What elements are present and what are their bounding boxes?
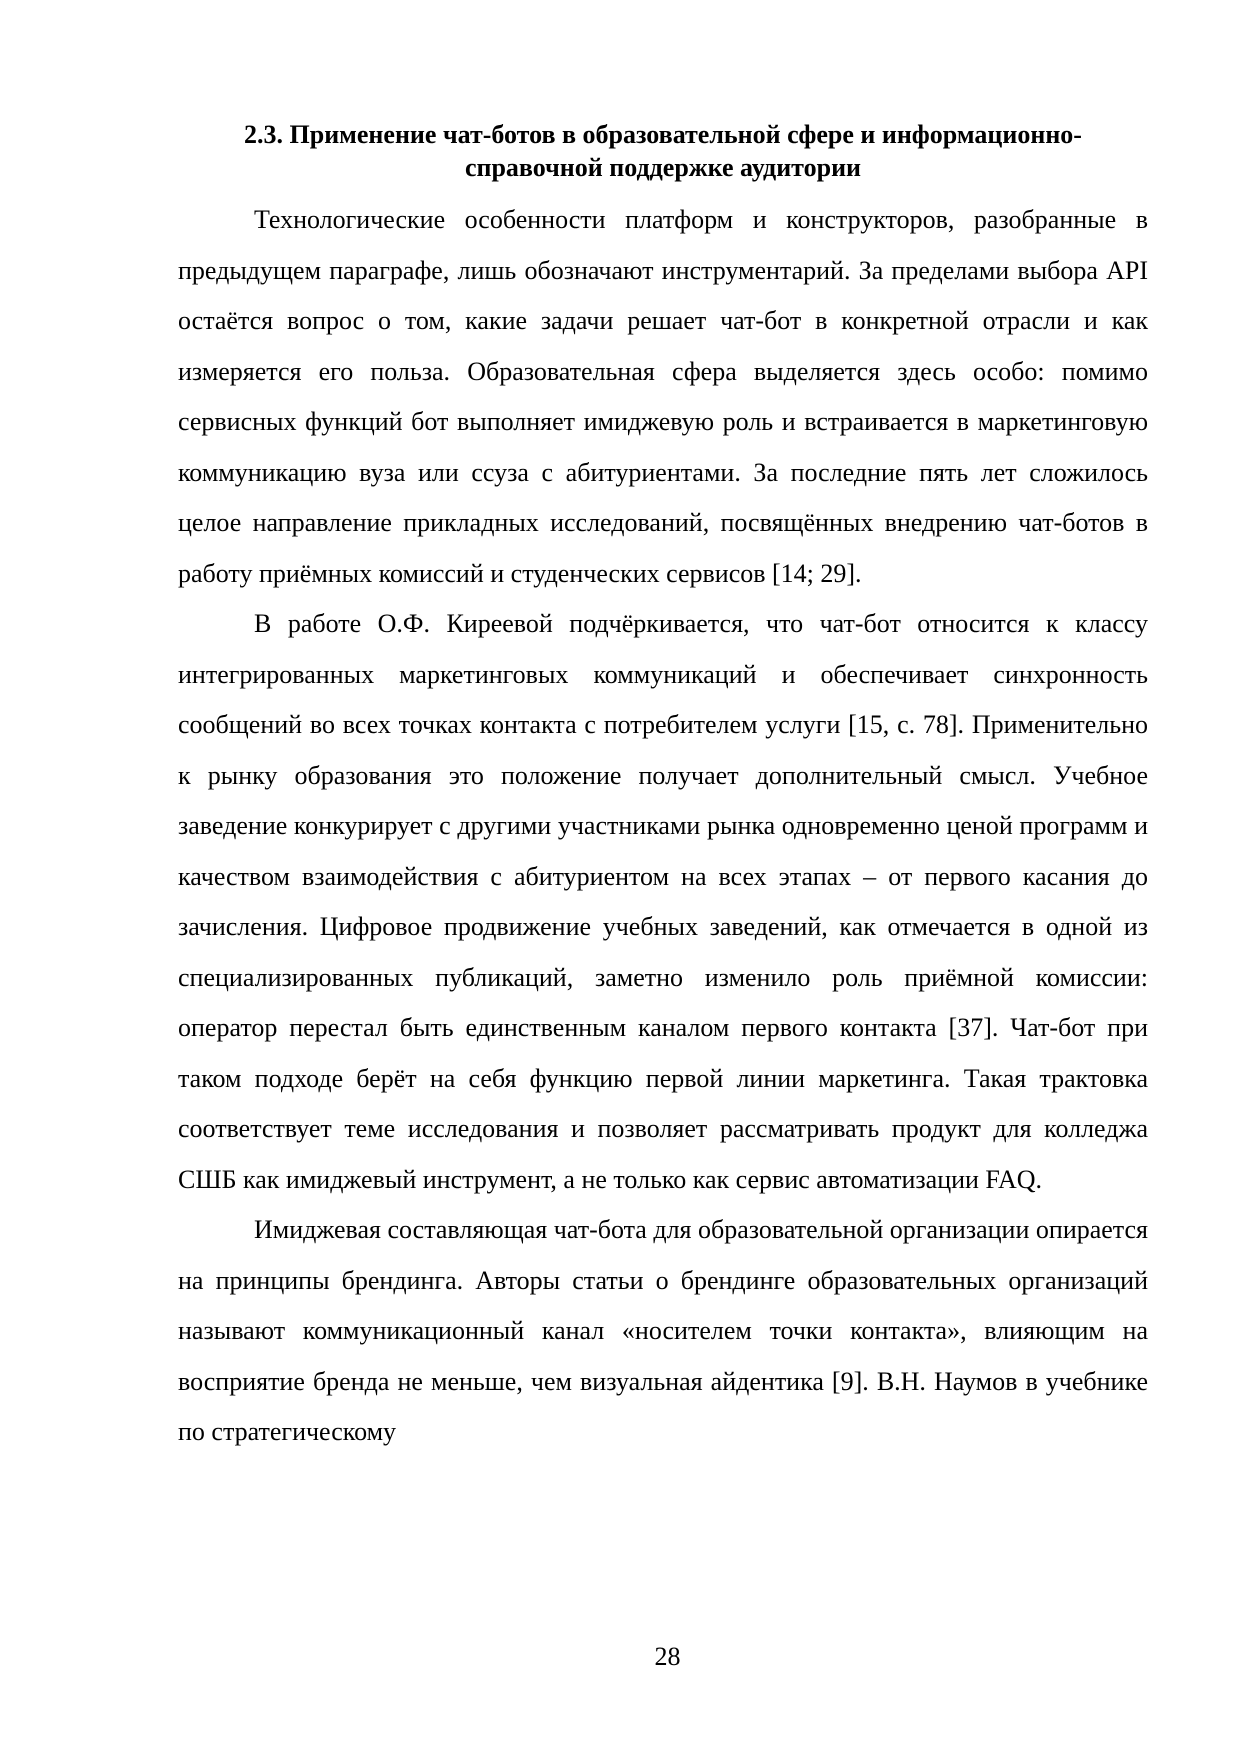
paragraph-2: В работе О.Ф. Киреевой подчёркивается, что чат-бот относится к классу интегрированных маркетинговых коммуникаций и обеспечивает синхронность сообщений во всех точках контакта с потребителем услуги [15, с. 78]. Применительно к рынку образования это положение получает дополнительный смысл. Учебное заведение конкурирует с другими участниками рынка одновременно ценой программ и качеством взаимодействия с абитуриентом на всех этапах – от первого касания до зачисления. Цифровое продвижение учебных заведений, как отмечается в одной из специализированных публикаций, заметно изменило роль приёмной комиссии: оператор перестал быть единственным каналом первого контакта [37]. Чат-бот при таком подходе берёт на себя функцию первой линии маркетинга. Такая трактовка соответствует теме исследования и позволяет рассматривать продукт для колледжа СШБ как имиджевый инструмент, а не только как сервис автоматизации FAQ. xyxy=(178,609,1148,1194)
body-text xyxy=(178,195,1148,1458)
paragraph-3: Имиджевая составляющая чат-бота для образовательной организации опирается на принципы брендинга. Авторы статьи о брендинге образовательных организаций называют коммуникационный канал «носителем точки контакта», влияющим на восприятие бренда не меньше, чем визуальная айдентика [9]. В.Н. Наумов в учебнике по стратегическому xyxy=(178,1215,1148,1446)
page-number: 28 xyxy=(654,1642,681,1671)
section-heading: 2.3. Применение чат-ботов в образовательной сфере и информационно-справочной поддержке аудитории xyxy=(244,120,1082,182)
paragraph-1: Технологические особенности платформ и конструкторов, разобранные в предыдущем параграфе, лишь обозначают инструментарий. За пределами выбора API остаётся вопрос о том, какие задачи решает чат-бот в конкретной отрасли и как измеряется его польза. Образовательная сфера выделяется здесь особо: помимо сервисных функций бот выполняет имиджевую роль и встраивается в маркетинговую коммуникацию вуза или ссуза с абитуриентами. За последние пять лет сложилось целое направление прикладных исследований, посвящённых внедрению чат-ботов в работу приёмных комиссий и студенческих сервисов [14; 29]. xyxy=(178,205,1148,588)
